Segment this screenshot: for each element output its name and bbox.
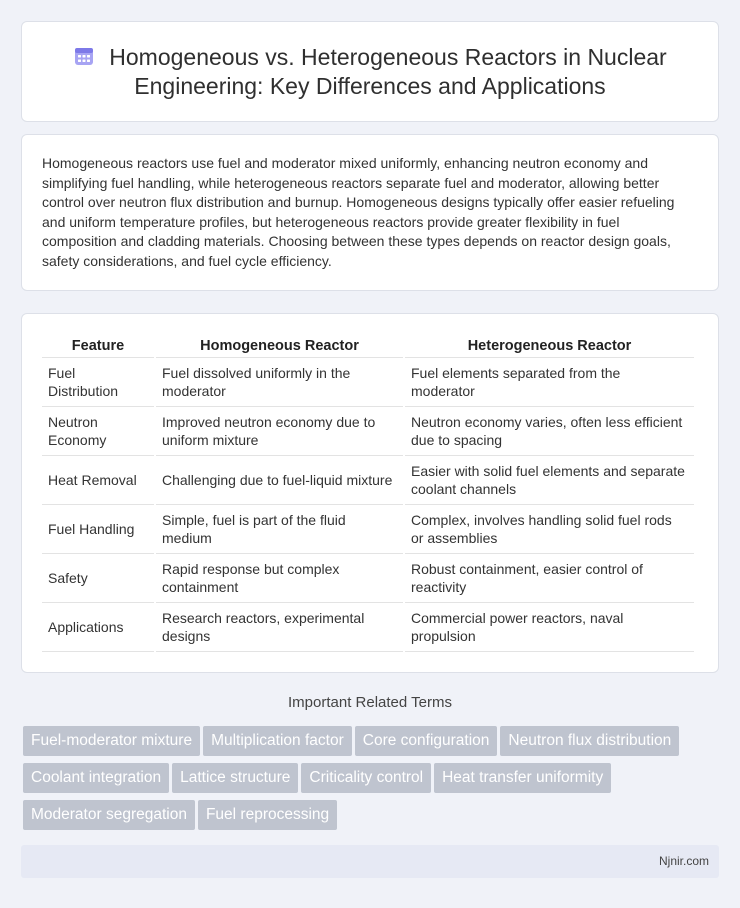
homogeneous-cell: Challenging due to fuel-liquid mixture	[156, 456, 403, 505]
table-row	[42, 456, 694, 505]
related-term-tag[interactable]: Moderator segregation	[23, 800, 195, 830]
table-row	[42, 603, 694, 652]
footer	[21, 845, 719, 878]
header-homogeneous: Homogeneous Reactor	[156, 332, 403, 358]
heterogeneous-cell: Easier with solid fuel elements and separate coolant channels	[405, 456, 694, 505]
footer-site-link[interactable]: Njnir.com	[658, 854, 709, 868]
related-term-tag[interactable]: Core configuration	[355, 726, 498, 756]
feature-cell: Neutron Economy	[42, 407, 154, 456]
related-term-tag[interactable]: Criticality control	[301, 763, 431, 793]
table-row	[42, 505, 694, 554]
header-heterogeneous: Heterogeneous Reactor	[405, 332, 694, 358]
heterogeneous-cell: Neutron economy varies, often less efficient due to spacing	[405, 407, 694, 456]
homogeneous-cell: Fuel dissolved uniformly in the moderator	[156, 358, 403, 407]
comparison-table	[40, 332, 696, 652]
title-wrap	[62, 43, 678, 101]
header-feature: Feature	[42, 332, 154, 358]
related-terms-heading: Important Related Terms	[288, 694, 452, 711]
heterogeneous-cell: Robust containment, easier control of reactivity	[405, 554, 694, 603]
related-term-tag[interactable]: Coolant integration	[23, 763, 169, 793]
summary-card	[21, 134, 719, 291]
feature-cell: Heat Removal	[42, 456, 154, 505]
table-row	[42, 358, 694, 407]
table-row	[42, 407, 694, 456]
comparison-table-card	[21, 313, 719, 673]
homogeneous-cell: Rapid response but complex containment	[156, 554, 403, 603]
related-term-tag[interactable]: Fuel-moderator mixture	[23, 726, 200, 756]
homogeneous-cell: Simple, fuel is part of the fluid medium	[156, 505, 403, 554]
related-term-tag[interactable]: Fuel reprocessing	[198, 800, 337, 830]
table-header-row	[42, 332, 694, 358]
feature-cell: Fuel Distribution	[42, 358, 154, 407]
related-term-tag[interactable]: Heat transfer uniformity	[434, 763, 611, 793]
related-term-tag[interactable]: Lattice structure	[172, 763, 298, 793]
homogeneous-cell: Research reactors, experimental designs	[156, 603, 403, 652]
table-row	[42, 554, 694, 603]
feature-cell: Safety	[42, 554, 154, 603]
related-terms-tags	[23, 726, 723, 837]
calendar-grid-icon	[73, 45, 95, 67]
related-term-tag[interactable]: Multiplication factor	[203, 726, 352, 756]
related-term-tag[interactable]: Neutron flux distribution	[500, 726, 679, 756]
page-title	[73, 44, 666, 99]
homogeneous-cell: Improved neutron economy due to uniform mixture	[156, 407, 403, 456]
summary-paragraph: Homogeneous reactors use fuel and moderator mixed uniformly, enhancing neutron economy and simplifying fuel handling, while heterogeneous reactors separate fuel and moderator, allowing better control over neutron flux distribution and burnup. Homogeneous designs typically offer easier refueling and uniform temperature profiles, but heterogeneous reactors provide greater flexibility in fuel composition and cladding materials. Choosing between these types depends on reactor design goals, safety considerations, and fuel cycle efficiency.	[42, 155, 675, 269]
heterogeneous-cell: Fuel elements separated from the moderator	[405, 358, 694, 407]
page-title-text: Homogeneous vs. Heterogeneous Reactors in Nuclear Engineering: Key Differences and Applications	[109, 43, 667, 99]
title-card	[21, 21, 719, 122]
heterogeneous-cell: Complex, involves handling solid fuel rods or assemblies	[405, 505, 694, 554]
feature-cell: Applications	[42, 603, 154, 652]
heterogeneous-cell: Commercial power reactors, naval propulsion	[405, 603, 694, 652]
feature-cell: Fuel Handling	[42, 505, 154, 554]
